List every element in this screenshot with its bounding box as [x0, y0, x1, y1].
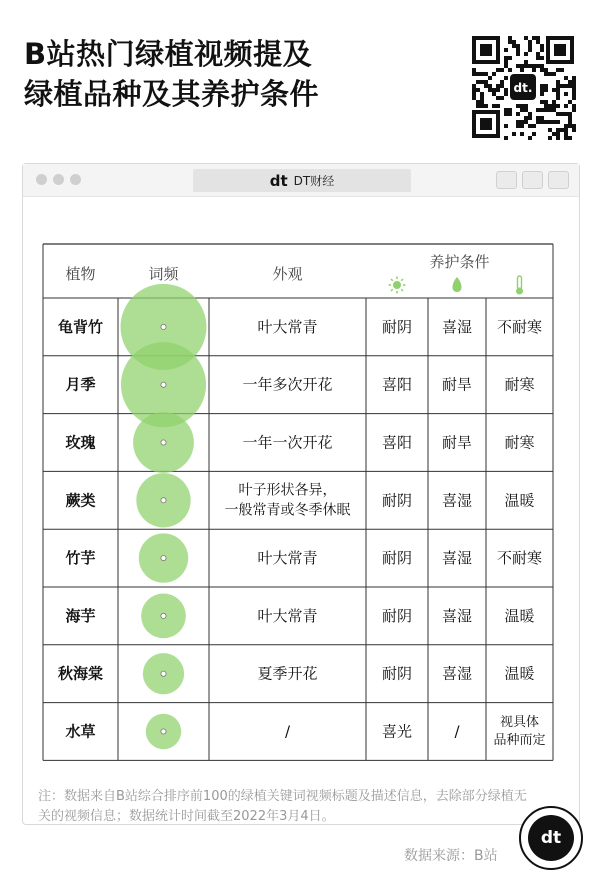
- light-cond: 耐阴: [381, 664, 413, 683]
- title-line-1: B站热门绿植视频提及: [24, 37, 313, 71]
- light-cond: 喜阳: [381, 433, 413, 452]
- temp-cond-line: 品种而定: [493, 733, 546, 748]
- sun-ray: [391, 279, 393, 281]
- appearance-line: 一般常青或冬季休眠: [224, 502, 351, 519]
- plant-name: 月季: [65, 375, 96, 394]
- sun-ray: [401, 289, 403, 291]
- water-cond: 喜湿: [441, 317, 473, 336]
- bubble-center-dot: [161, 324, 166, 329]
- source-label: 数据来源：B站: [404, 848, 498, 864]
- temp-cond: 温暖: [504, 606, 535, 625]
- sun-icon: [393, 281, 401, 289]
- temp-cond: 耐寒: [504, 433, 535, 452]
- bubble-center-dot: [161, 671, 166, 676]
- bubble-center-dot: [161, 382, 166, 387]
- header-care: 养护条件: [429, 253, 490, 271]
- light-cond: 耐阴: [381, 549, 413, 568]
- plant-name: 水草: [65, 722, 96, 741]
- header-plant: 植物: [65, 265, 96, 283]
- tab-label: DT财经: [293, 174, 335, 188]
- header-freq: 词频: [148, 265, 179, 283]
- appearance-text: 叶大常青: [257, 317, 318, 336]
- temp-cond: 耐寒: [504, 375, 535, 394]
- svg-text:dt.: dt.: [513, 81, 533, 95]
- sun-ray: [401, 279, 403, 281]
- bubble-center-dot: [161, 556, 166, 561]
- bubble-center-dot: [161, 498, 166, 503]
- plant-name: 蕨类: [65, 491, 96, 510]
- dt-logo-icon: dt: [269, 171, 288, 190]
- light-cond: 耐阴: [381, 606, 413, 625]
- title-line-2: 绿植品种及其养护条件: [24, 77, 320, 111]
- water-cond: 喜湿: [441, 664, 473, 683]
- appearance-text: 夏季开花: [257, 664, 318, 683]
- plant-name: 龟背竹: [57, 317, 104, 336]
- light-cond: 喜阳: [381, 375, 413, 394]
- water-cond: 耐旱: [441, 375, 473, 394]
- temp-cond: 温暖: [504, 491, 535, 510]
- temp-cond: 不耐寒: [496, 549, 543, 568]
- light-cond: 耐阴: [381, 317, 413, 336]
- dt-badge-logo-icon: dt: [528, 815, 574, 861]
- thermometer-bulb: [516, 288, 523, 295]
- light-cond: 喜光: [381, 722, 413, 741]
- thermometer-icon: [518, 276, 522, 289]
- water-cond: 喜湿: [441, 491, 473, 510]
- plant-name: 玫瑰: [65, 433, 96, 452]
- dt-badge: [519, 806, 583, 870]
- water-cond: 喜湿: [441, 606, 473, 625]
- temp-cond-line: 视具体: [499, 715, 540, 730]
- appearance-text: /: [284, 722, 291, 741]
- temp-cond: 温暖: [504, 664, 535, 683]
- sun-ray: [391, 289, 393, 291]
- plant-name: 海芋: [65, 606, 96, 625]
- plant-name: 竹芋: [65, 549, 96, 568]
- temp-cond: 不耐寒: [496, 317, 543, 336]
- bubble-center-dot: [161, 440, 166, 445]
- footnote: 注：数据来自B站综合排序前100的绿植关键词视频标题及描述信息，去除部分绿植无关的视频信息；数据统计时间截至2022年3月4日。: [38, 789, 527, 824]
- header-appearance: 外观: [272, 265, 303, 283]
- appearance-text: 叶大常青: [257, 606, 318, 625]
- water-cond: 喜湿: [441, 549, 473, 568]
- bubble-center-dot: [161, 729, 166, 734]
- water-cond: /: [454, 722, 460, 741]
- plant-name: 秋海棠: [57, 664, 104, 683]
- appearance-line: 叶子形状各异，: [238, 482, 337, 499]
- water-cond: 耐旱: [441, 433, 473, 452]
- appearance-text: 一年一次开花: [242, 433, 333, 452]
- appearance-text: 叶大常青: [257, 549, 318, 568]
- bubble-center-dot: [161, 613, 166, 618]
- water-drop-icon: [453, 277, 462, 292]
- appearance-text: 一年多次开花: [242, 375, 333, 394]
- light-cond: 耐阴: [381, 491, 413, 510]
